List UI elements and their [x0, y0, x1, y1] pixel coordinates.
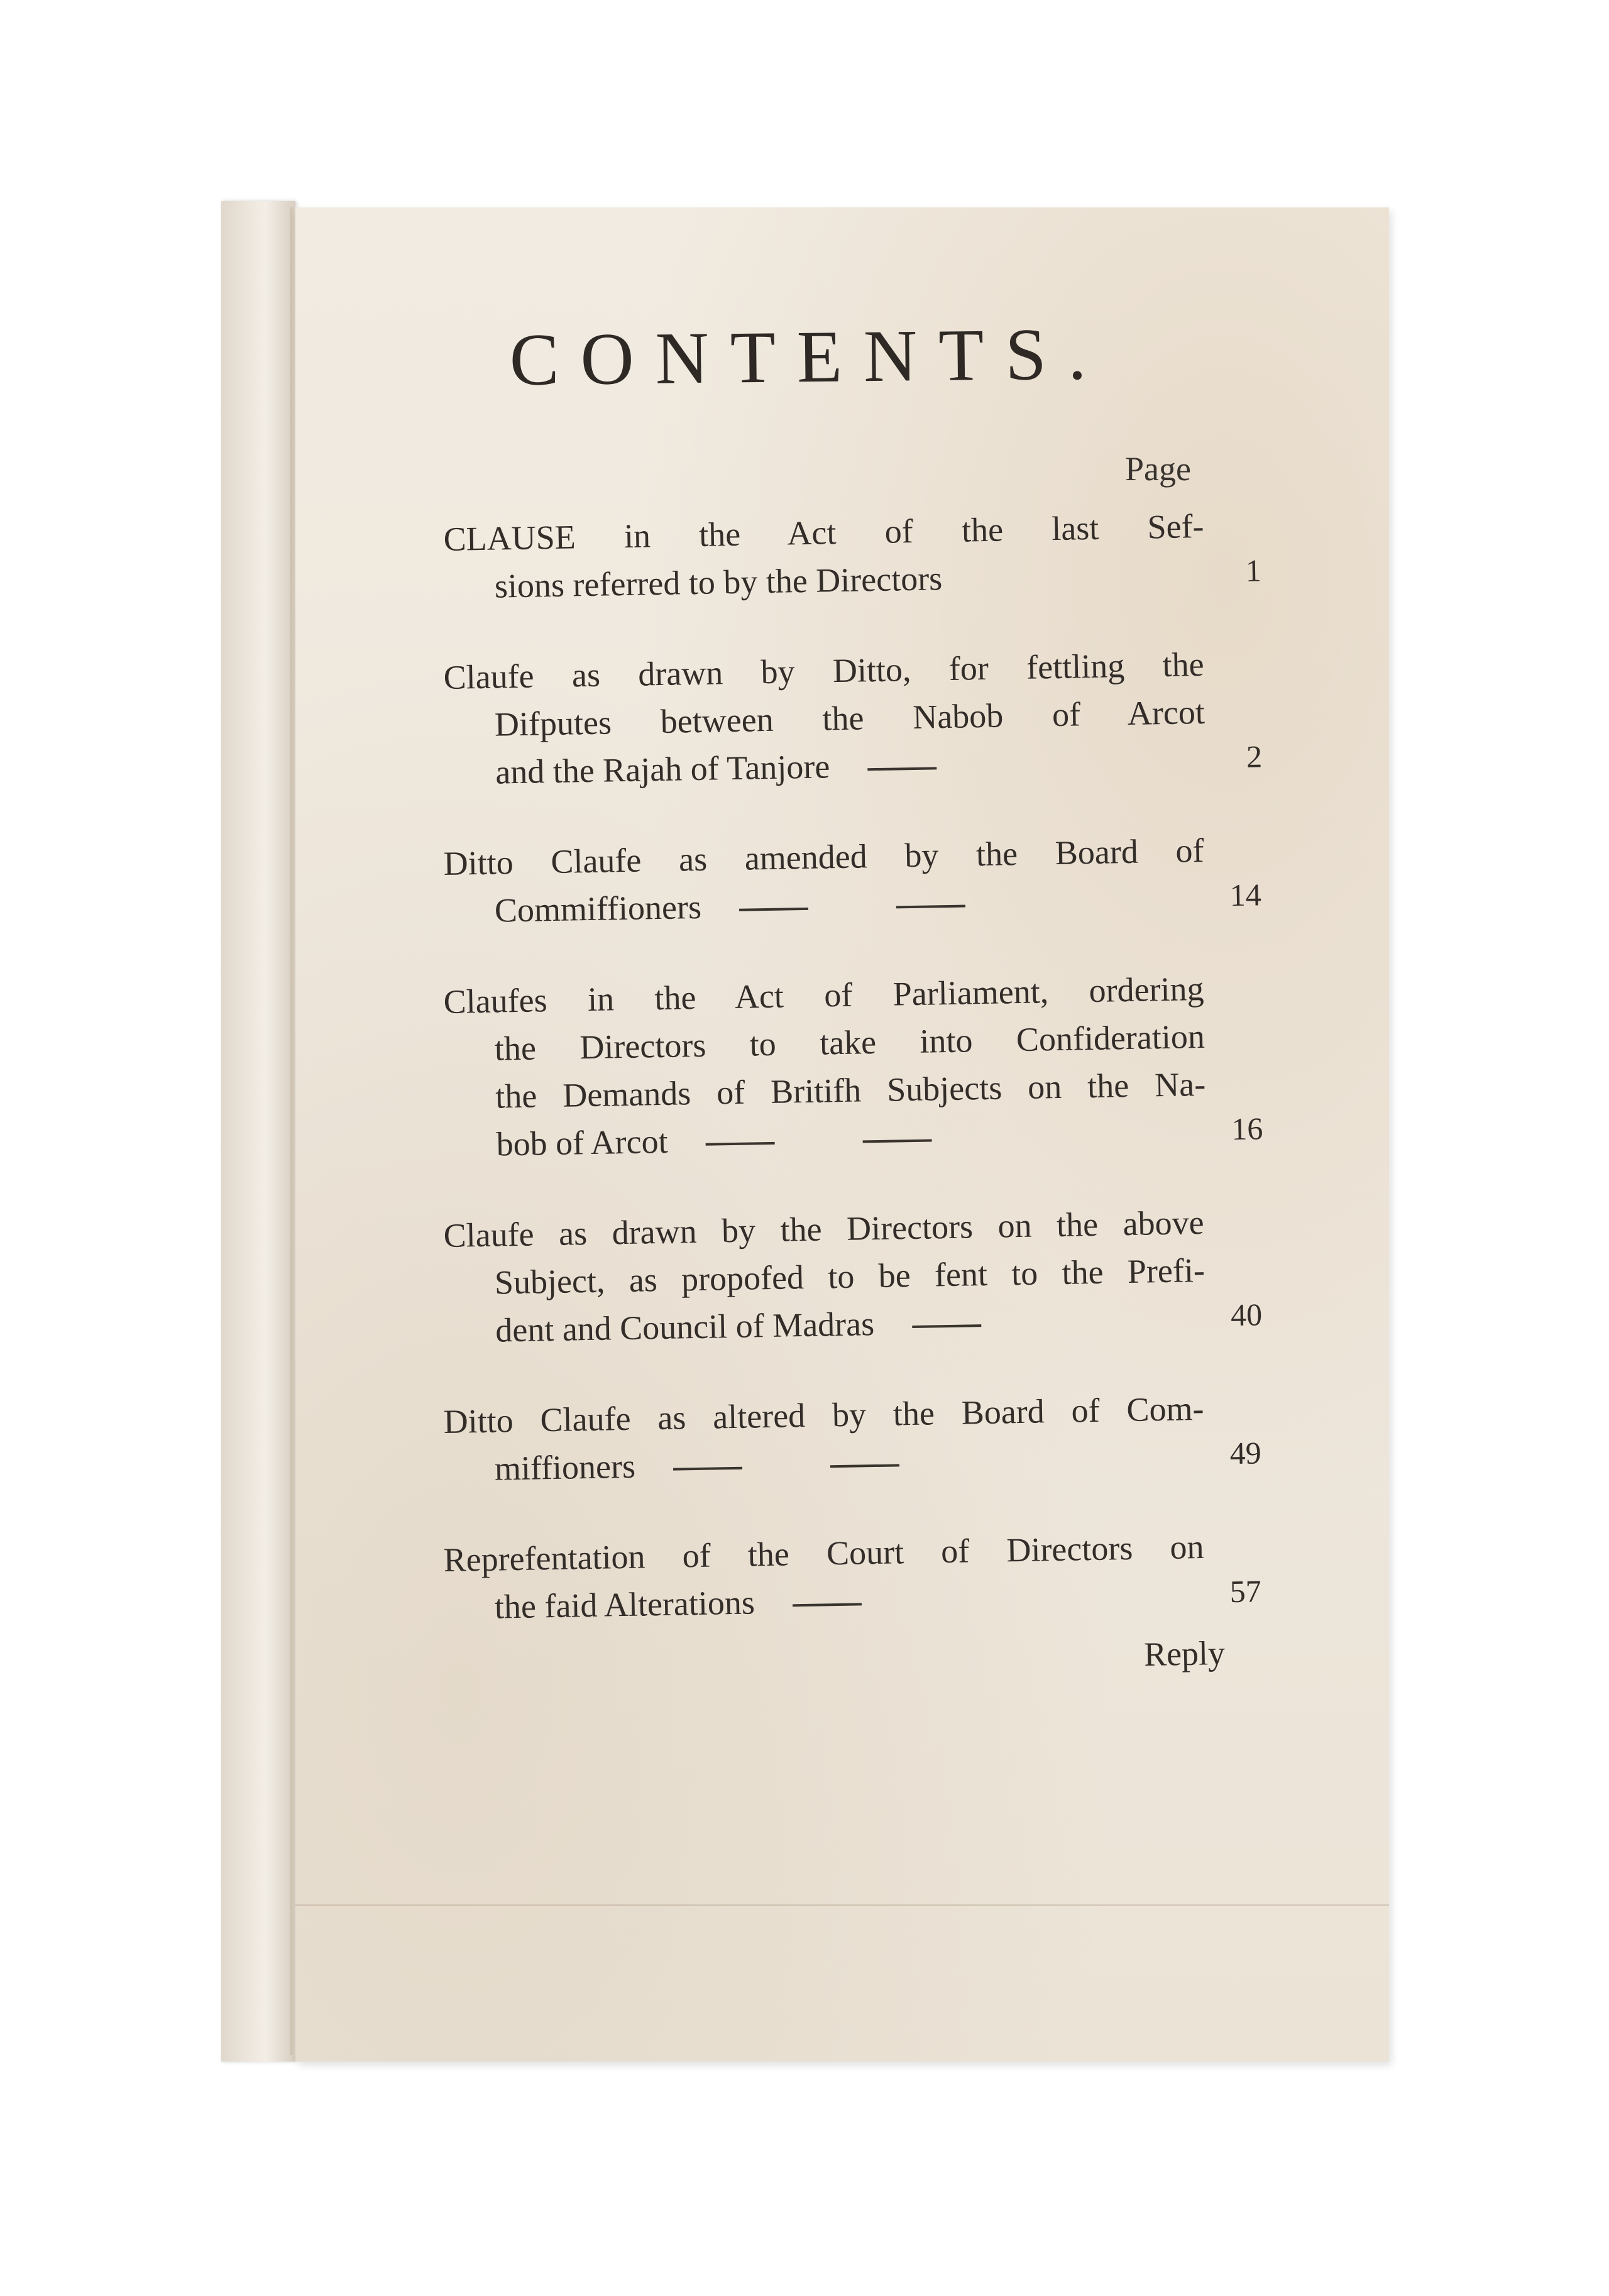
contents-entry: [443, 1383, 1261, 1493]
contents-entry: [443, 501, 1261, 611]
page-column-label: Page: [1125, 450, 1191, 488]
entry-page-number: 16: [1231, 1111, 1263, 1147]
entry-line: sions referred to by the Directors: [494, 559, 943, 605]
entry-line: Ditto Claufe as amended by the Board of: [443, 831, 1205, 882]
entry-page-number: 1: [1245, 552, 1262, 588]
leader-dash: [863, 1139, 932, 1143]
contents-entry: [443, 1522, 1261, 1632]
entry-line: Commiffioners: [494, 887, 702, 930]
entry-line: Claufe as drawn by the Directors on the above: [443, 1203, 1205, 1255]
entry-line: and the Rajah of Tanjore: [495, 747, 830, 791]
entry-page-number: 57: [1229, 1573, 1262, 1610]
entry-page-number: 40: [1230, 1297, 1263, 1333]
leader-dash: [793, 1603, 862, 1607]
entry-line: dent and Council of Madras: [495, 1305, 875, 1349]
leader-dash: [739, 907, 808, 911]
contents-entry: [443, 1197, 1263, 1355]
entry-line: Subject, as propofed to be fent to the Prefi-: [494, 1251, 1205, 1302]
entry-page-number: 49: [1229, 1435, 1262, 1471]
leader-dash: [867, 767, 936, 771]
entry-line: CLAUSE in the Act of the last Sef-: [443, 507, 1205, 558]
entry-line: miffioners: [494, 1447, 636, 1488]
contents-entry: [443, 964, 1263, 1169]
entry-line: Ditto Claufe as altered by the Board of Com-: [443, 1389, 1205, 1441]
entry-line: Difputes between the Nabob of Arcot: [494, 693, 1205, 744]
entry-line: Claufe as drawn by Ditto, for fettling the: [443, 645, 1205, 696]
contents-list: [443, 507, 1263, 1674]
entry-line: the Directors to take into Confideration: [494, 1017, 1205, 1068]
leader-dash: [673, 1466, 742, 1470]
entry-line: Claufes in the Act of Parliament, ordering: [443, 969, 1205, 1021]
leader-dash: [830, 1464, 899, 1468]
book-spine: [221, 201, 295, 2062]
leader-dash: [706, 1141, 775, 1145]
entry-line: the Demands of Britifh Subjects on the Na-: [495, 1065, 1206, 1116]
contents-entry: [443, 825, 1261, 935]
leader-dash: [912, 1324, 981, 1328]
contents-entry: [443, 639, 1263, 797]
entry-page-number: 2: [1246, 739, 1263, 774]
entry-line: Reprefentation of the Court of Directors on: [443, 1527, 1205, 1579]
catchword: Reply: [1143, 1634, 1226, 1674]
entry-page-number: 14: [1229, 877, 1262, 913]
paper-tear-line: [295, 1904, 1389, 1906]
contents-page: [295, 207, 1389, 2062]
page-title: CONTENTS.: [509, 312, 1109, 401]
leader-dash: [896, 904, 965, 908]
entry-line: the faid Alterations: [494, 1583, 755, 1626]
entry-line: bob of Arcot: [496, 1122, 669, 1163]
